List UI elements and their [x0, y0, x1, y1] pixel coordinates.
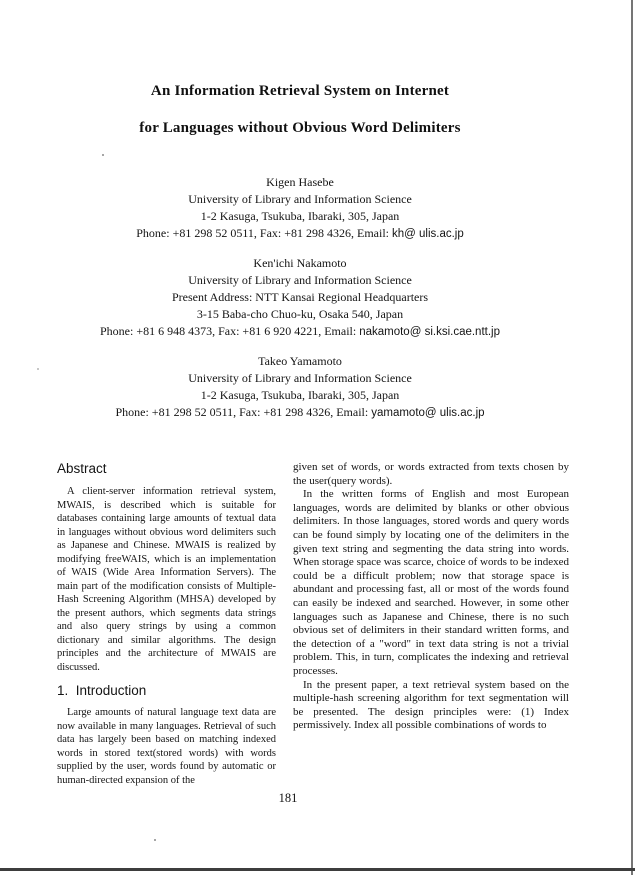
- email-address: kh@ ulis.ac.jp: [391, 228, 464, 240]
- right-column: [293, 461, 569, 733]
- contact-prefix: Phone: +81 298 52 0511, Fax: +81 298 4326, Email:: [136, 226, 392, 240]
- scan-speck: [154, 839, 156, 841]
- scan-border-bottom: [0, 868, 635, 871]
- author-name: Kigen Hasebe: [266, 175, 334, 189]
- email-address: yamamoto@ ulis.ac.jp: [371, 407, 485, 419]
- contact-prefix: Phone: +81 6 948 4373, Fax: +81 6 920 4221, Email:: [100, 324, 360, 338]
- author-name: Takeo Yamamoto: [258, 354, 342, 368]
- scan-border-right: [631, 0, 633, 875]
- author-block-nakamoto: [0, 255, 600, 341]
- paper-title-line-2: for Languages without Obvious Word Delimiters: [139, 120, 461, 136]
- paragraph-continuation: given set of words, or words extracted from texts chosen by the user(query words).: [293, 461, 569, 487]
- address-line: 3-15 Baba-cho Chuo-ku, Osaka 540, Japan: [196, 307, 404, 321]
- contact-line: [0, 225, 600, 243]
- contact-line: [0, 323, 600, 341]
- author-block-hasebe: [0, 174, 600, 243]
- abstract-heading: Abstract: [57, 461, 107, 476]
- present-address-line: Present Address: NTT Kansai Regional Headquarters: [171, 290, 429, 304]
- affiliation-line: University of Library and Information Science: [188, 192, 412, 206]
- paragraph-written-forms: In the written forms of English and most European languages, words are delimited by blanks or other obvious delimiters. In those languages, stored words and query words can be found simply by locating one of the delimiters in the given text string and segmenting the data string into words. When storage space was scarce, choice of words to be indexed could be a difficult problem; now that storage space is abundant and processing fast, all or most of the words found can easily be indexed and searched. However, in some other languages such as Japanese and Chinese, there is no such obvious set of delimiters in their standard written forms, and the detection of a "word" in text data string is not a trivial problem. This, in turn, complicates the indexing and retrieval processes.: [293, 488, 569, 677]
- paper-title-line-1: An Information Retrieval System on Internet: [150, 83, 450, 99]
- email-address: nakamoto@ si.ksi.cae.ntt.jp: [359, 326, 500, 338]
- scan-speck: [102, 154, 104, 156]
- abstract-text: A client-server information retrieval system, MWAIS, is described which is suitable for databases containing large amounts of textual data in languages without obvious word delimiters such as Japanese and Chinese. MWAIS is realized by modifying freeWAIS, which is an implementation of WAIS (Wide Area Information Servers). The main part of the modification consists of Multiple-Hash Screening Algorithm (MHSA) developed by the present authors, which segments data strings and also query strings by using a common dictionary and similar algorithms. The design principles and the architecture of MWAIS are discussed.: [57, 486, 276, 673]
- contact-line: [0, 404, 600, 422]
- author-block-yamamoto: [0, 353, 600, 422]
- section-heading-introduction: 1. Introduction: [57, 683, 147, 698]
- address-line: 1-2 Kasuga, Tsukuba, Ibaraki, 305, Japan: [200, 388, 400, 402]
- contact-prefix: Phone: +81 298 52 0511, Fax: +81 298 4326, Email:: [115, 405, 372, 419]
- page-number: 181: [278, 791, 298, 805]
- author-name: Ken'ichi Nakamoto: [253, 256, 347, 270]
- address-line: 1-2 Kasuga, Tsukuba, Ibaraki, 305, Japan: [200, 209, 400, 223]
- introduction-text: Large amounts of natural language text data are now available in many languages. Retrieval of such data has largely been based on matching indexed words in stored text(stored words) with words supplied by the user, words found by automatic or human-directed expansion of the: [57, 707, 276, 786]
- affiliation-line: University of Library and Information Science: [188, 371, 412, 385]
- affiliation-line: University of Library and Information Science: [188, 273, 412, 287]
- left-column: [57, 461, 276, 787]
- paragraph-present-paper: In the present paper, a text retrieval system based on the multiple-hash screening algorithm for text segmentation will be presented. The design principles were: (1) Index permissively. Index all possible combinations of words to: [293, 678, 569, 732]
